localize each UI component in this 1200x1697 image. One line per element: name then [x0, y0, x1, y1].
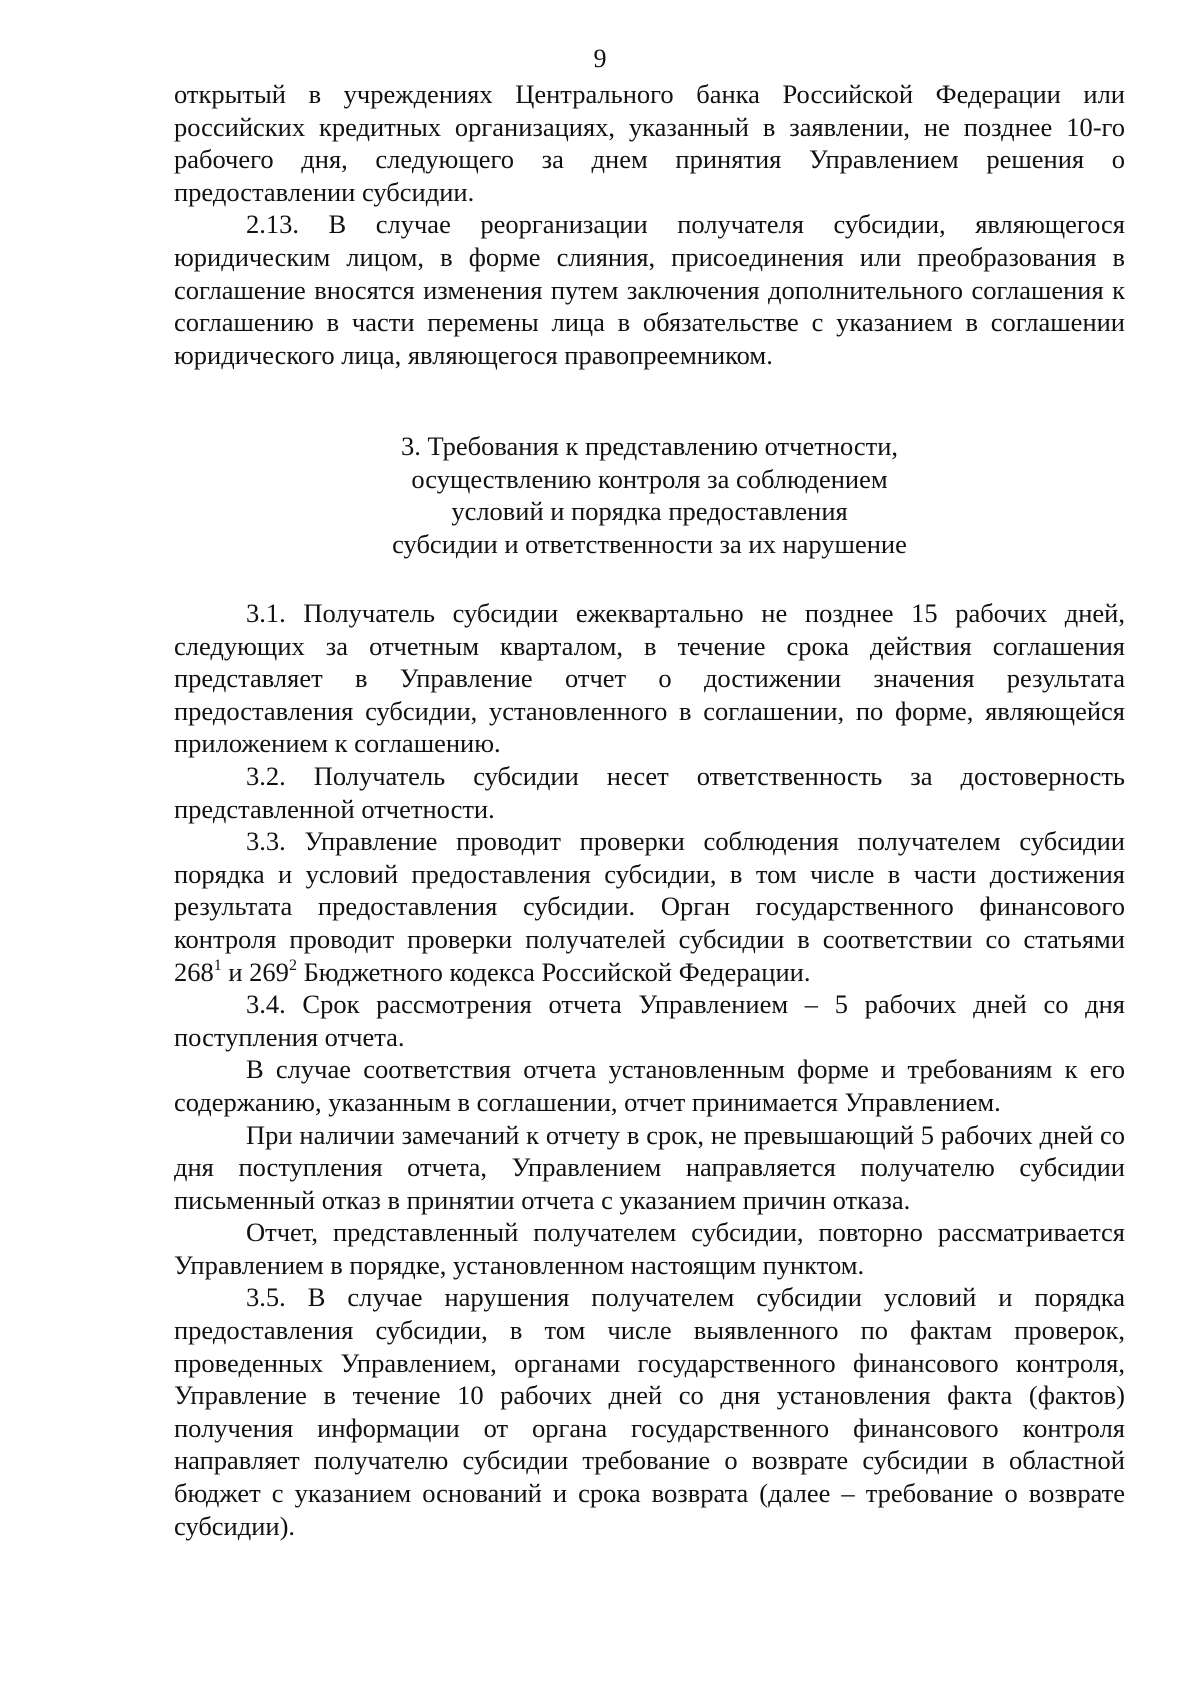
section-heading-line: субсидии и ответственности за их нарушение [392, 528, 907, 559]
paragraph-3-3-text: Бюджетного кодекса Российской Федерации. [296, 956, 811, 987]
paragraph-3-4: 3.4. Срок рассмотрения отчета Управлением – 5 рабочих дней со дня поступления отчета. [174, 989, 1125, 1052]
article-268-superscript: 1 [213, 956, 222, 974]
article-269-superscript: 2 [288, 956, 297, 974]
page-number: 9 [593, 44, 607, 73]
paragraph-continuation: открытый в учреждениях Центрального банка Российской Федерации или российских кредитных организациях, указанный в заявлении, не позднее 10-го рабочего дня, следующего за днем принятия Управлением решения о предоставлении субсидии. [174, 79, 1125, 207]
section-heading-line: 3. Требования к представлению отчетности, [400, 431, 899, 461]
paragraph-3-2: 3.2. Получатель субсидии несет ответственность за достоверность представленной отчетности. [174, 760, 1125, 824]
paragraph-3-1: 3.1. Получатель субсидии ежеквартально не позднее 15 рабочих дней, следующих за отчетным кварталом, в течение срока действия соглашения представляет в Управление отчет о достижении значения результата предоставления субсидии, установленного в соглашении, по форме, являющейся приложением к соглашению. [174, 598, 1125, 759]
section-3-heading [174, 430, 1125, 560]
paragraph-3-3 [174, 825, 1125, 988]
paragraph-3-3-text: 3.3. Управление проводит проверки соблюдения получателем субсидии порядка и условий предоставления субсидии, в том числе в части достижения результата предоставления субсидии. Орган государственного финансового контроля проводит проверки получателей субсидии в соответствии со статьями 268 [174, 826, 1125, 987]
paragraph-3-3-text: и 269 [221, 956, 289, 987]
top-text-block [174, 78, 1125, 371]
paragraph-3-4-acceptance: В случае соответствия отчета установленным форме и требованиям к его содержанию, указанным в соглашении, отчет принимается Управлением. [174, 1054, 1125, 1117]
paragraph-3-5: 3.5. В случае нарушения получателем субсидии условий и порядка предоставления субсидии, в том числе выявленного по фактам проверок, проведенных Управлением, органами государственного финансового контроля, Управление в течение 10 рабочих дней со дня установления факта (фактов) получения информации от органа государственного финансового контроля направляет получателю субсидии требование о возврате субсидии в областной бюджет с указанием оснований и срока возврата (далее – требование о возврате субсидии). [174, 1282, 1125, 1541]
paragraph-2-13: 2.13. В случае реорганизации получателя субсидии, являющегося юридическим лицом, в форме слияния, присоединения или преобразования в соглашение вносятся изменения путем заключения дополнительного соглашения к соглашению в части перемены лица в обязательстве с указанием в соглашении юридического лица, являющегося правопреемником. [174, 209, 1125, 370]
paragraph-3-4-resubmission: Отчет, представленный получателем субсидии, повторно рассматривается Управлением в порядке, установленном настоящим пунктом. [174, 1217, 1125, 1280]
paragraph-3-4-remarks: При наличии замечаний к отчету в срок, не превышающий 5 рабочих дней со дня поступления отчета, Управлением направляется получателю субсидии письменный отказ в принятии отчета с указанием причин отказа. [174, 1119, 1125, 1215]
section-heading-line: осуществлению контроля за соблюдением [411, 463, 888, 494]
section-heading-line: условий и порядка предоставления [451, 496, 848, 527]
section-3-body [174, 597, 1125, 1542]
